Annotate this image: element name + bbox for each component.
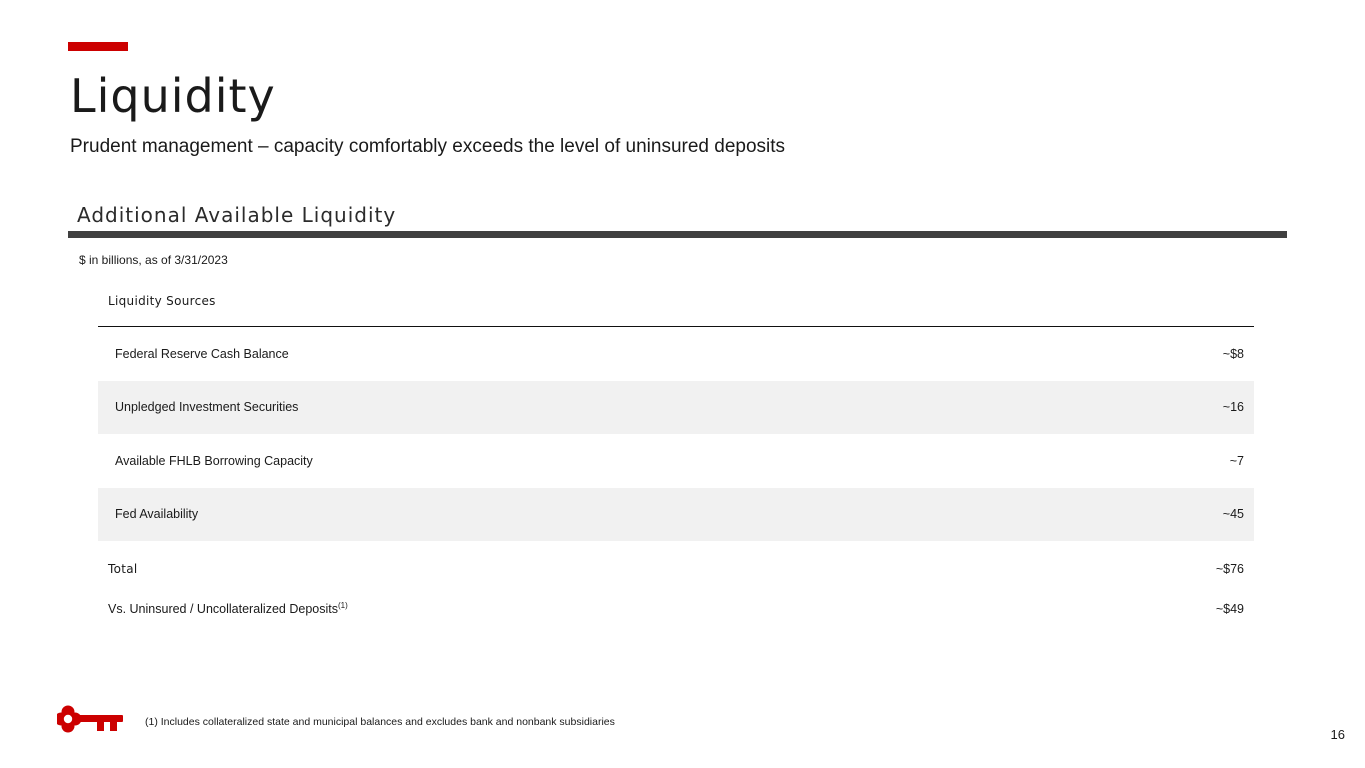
row-label: Unpledged Investment Securities bbox=[115, 400, 299, 415]
total-label: Total bbox=[108, 562, 138, 576]
row-label: Available FHLB Borrowing Capacity bbox=[115, 453, 313, 468]
table-header bbox=[98, 284, 1254, 327]
title-accent-bar bbox=[68, 42, 128, 51]
page-title: Liquidity bbox=[70, 69, 276, 123]
row-label: Federal Reserve Cash Balance bbox=[115, 346, 289, 361]
total-value: ~$76 bbox=[1215, 562, 1244, 576]
row-value: ~$8 bbox=[1222, 346, 1244, 361]
comparison-row bbox=[98, 601, 1254, 621]
comparison-label-text: Vs. Uninsured / Uncollateralized Deposits bbox=[108, 602, 338, 616]
table-row bbox=[98, 381, 1254, 435]
footnote-marker: (1) bbox=[337, 601, 348, 610]
section-title: Additional Available Liquidity bbox=[77, 203, 397, 227]
page-subtitle: Prudent management – capacity comfortably exceeds the level of uninsured deposits bbox=[70, 136, 786, 157]
footnote: (1) Includes collateralized state and municipal balances and excludes bank and nonbank subsidiaries bbox=[145, 716, 615, 728]
table-row bbox=[98, 327, 1254, 381]
row-value: ~16 bbox=[1222, 400, 1244, 415]
column-header-liquidity-sources: Liquidity Sources bbox=[108, 294, 216, 308]
row-value: ~7 bbox=[1229, 453, 1244, 468]
table-row bbox=[98, 488, 1254, 542]
key-logo-icon bbox=[57, 704, 123, 734]
comparison-value: ~$49 bbox=[1215, 602, 1244, 616]
row-label: Fed Availability bbox=[115, 507, 199, 522]
comparison-label bbox=[108, 601, 348, 617]
total-row bbox=[98, 561, 1254, 581]
row-value: ~45 bbox=[1222, 507, 1244, 522]
section-divider bbox=[68, 231, 1287, 238]
liquidity-table bbox=[98, 284, 1254, 541]
table-row bbox=[98, 434, 1254, 488]
page-number: 16 bbox=[1330, 727, 1345, 742]
units-note: $ in billions, as of 3/31/2023 bbox=[79, 253, 228, 267]
